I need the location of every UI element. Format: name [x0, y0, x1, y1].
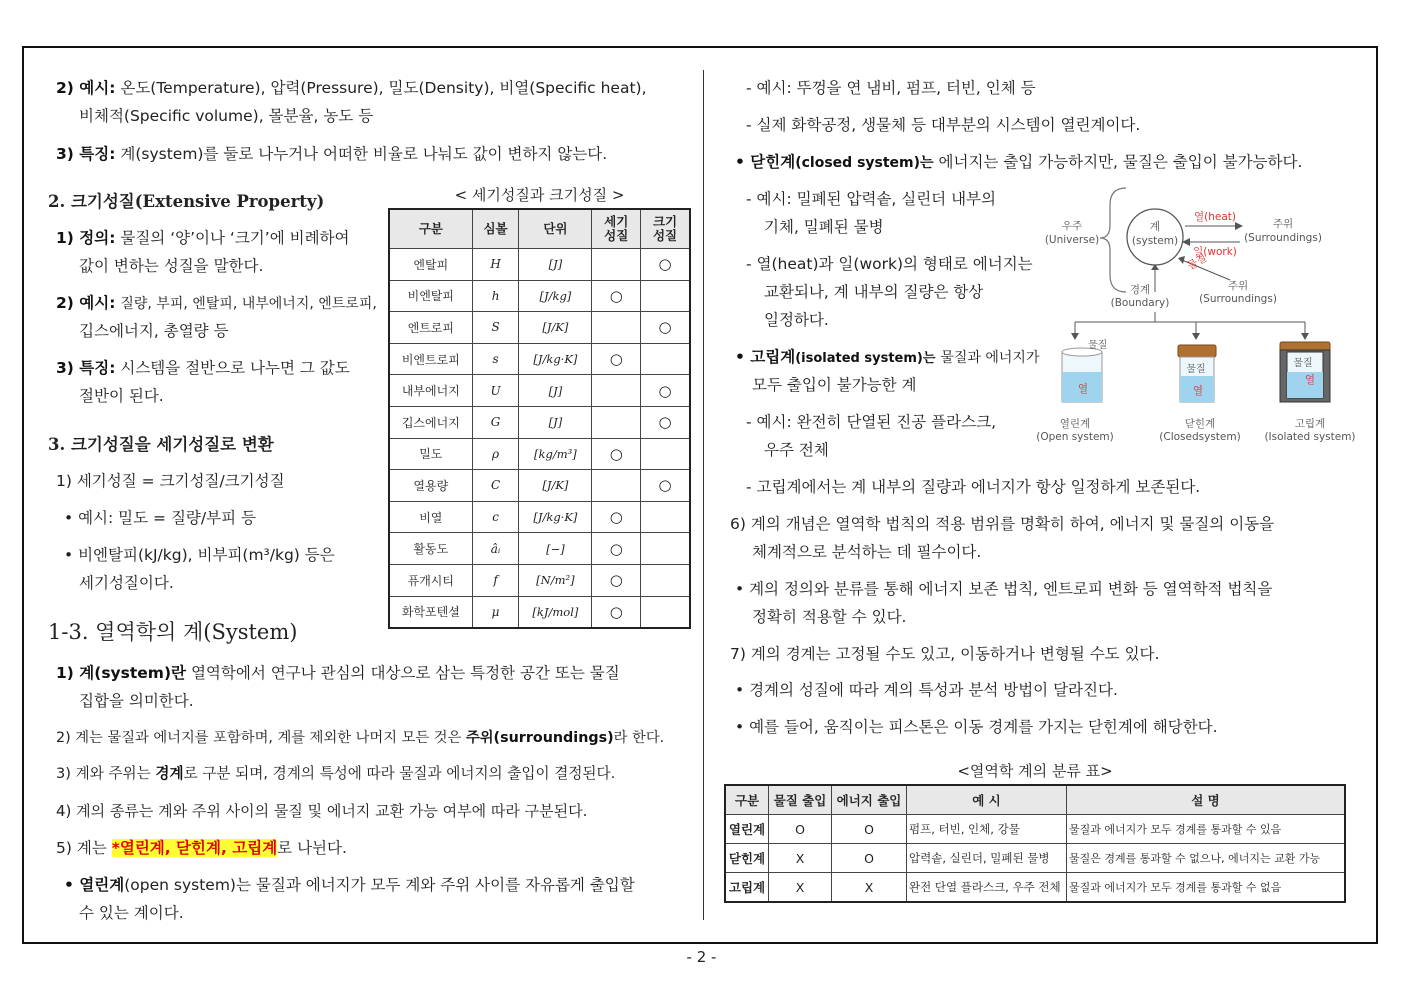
unit: [J]: [519, 406, 592, 438]
heading-conversion: 3. 크기성질을 세기성질로 변환: [48, 435, 274, 454]
system-6: [64, 871, 635, 899]
text: 온도(Temperature), 압력(Pressure), 밀도(Density), 비열(Specific heat),: [120, 79, 647, 97]
extensive-feature: [56, 354, 350, 382]
mark-cell: [641, 438, 690, 470]
keyword: • 닫힌계: [735, 153, 796, 171]
table-row: [389, 280, 690, 312]
surroundings-label: 주위: [1272, 218, 1294, 230]
system-1: [56, 659, 620, 687]
item-7: 7) 계의 경계는 고정될 수도 있고, 이동하거나 변형될 수도 있다.: [730, 645, 1160, 663]
isolated-definition-cont: 모두 출입이 불가능한 계: [752, 376, 917, 394]
table-row: [389, 249, 690, 281]
header-cell: 심볼: [472, 209, 519, 249]
extensive-definition: [56, 224, 350, 252]
isolated-system-jar: [1280, 342, 1330, 402]
mark-cell: ○: [641, 312, 690, 344]
unit: [J/kg]: [519, 280, 592, 312]
mass-label: 물질: [1186, 364, 1206, 375]
closed-note: - 열(heat)과 일(work)의 형태로 에너지는: [746, 255, 1033, 273]
table-row: [389, 533, 690, 565]
heat-label: 열(heat): [1193, 211, 1237, 223]
item-6-bullet: • 계의 정의와 분류를 통해 에너지 보존 법칙, 엔트로피 변화 등 열역학적 법칙을: [735, 580, 1273, 598]
label: 1) 계(system)란: [56, 664, 187, 682]
mark-cell: ○: [641, 470, 690, 502]
extensive-definition-cont: 값이 변하는 성질을 말한다.: [79, 257, 264, 275]
item-6-cont: 체계적으로 분석하는 데 필수이다.: [752, 543, 982, 561]
header-cell: 구분: [389, 209, 472, 249]
extensive-feature-cont: 절반이 된다.: [79, 387, 164, 405]
table-row: [725, 873, 1345, 903]
header-cell: 예 시: [907, 785, 1067, 815]
boundary-label-en: (Boundary): [1110, 297, 1170, 309]
mass-label: 물질: [1185, 252, 1210, 273]
conversion-3-cont: 세기성질이다.: [79, 574, 174, 592]
item-7-bullet-2: • 예를 들어, 움직이는 피스톤은 이동 경계를 가지는 닫힌계에 해당한다.: [735, 718, 1218, 736]
mark-cell: ○: [641, 406, 690, 438]
table-row: [389, 343, 690, 375]
unit: [J/K]: [519, 470, 592, 502]
mark-cell: ○: [592, 501, 641, 533]
heat-label: 열: [1077, 383, 1089, 395]
table-row: [389, 406, 690, 438]
isolated-label-en: (Isolated system): [1264, 431, 1356, 443]
symbol: S: [472, 312, 519, 344]
mark-cell: [641, 343, 690, 375]
isolated-label: 고립계: [1294, 418, 1326, 430]
intensive-example: [56, 74, 647, 102]
header-cell: 세기 성질: [592, 209, 641, 249]
highlight: *열린계, 닫힌계, 고립계: [111, 839, 278, 857]
description: 물질은 경계를 통과할 수 없으나, 에너지는 교환 가능: [1067, 844, 1346, 873]
surroundings-label-en: (Surroundings): [1244, 232, 1322, 244]
table-row: [389, 501, 690, 533]
system-4: 4) 계의 종류는 계와 주위 사이의 물질 및 에너지 교환 가능 여부에 따라 구분된다.: [56, 802, 588, 820]
text: 물질의 ‘양’이나 ‘크기’에 비례하여: [120, 229, 350, 247]
isolated-example: - 예시: 완전히 단열된 진공 플라스크,: [746, 413, 997, 431]
intensive-example-cont: 비체적(Specific volume), 몰분율, 농도 등: [79, 107, 374, 125]
system-type: 열린계: [725, 815, 769, 844]
property-name: 화학포텐셜: [389, 596, 472, 628]
label: 3) 특징:: [56, 359, 116, 377]
open-example: - 예시: 뚜껑을 연 냄비, 펌프, 터빈, 인체 등: [746, 79, 1036, 97]
mark-cell: [592, 312, 641, 344]
mark-cell: ○: [592, 280, 641, 312]
mass-transfer: O: [769, 815, 832, 844]
closed-note-cont: 교환되나, 계 내부의 질량은 항상: [764, 283, 984, 301]
mark-cell: ○: [592, 438, 641, 470]
isolated-definition: [735, 343, 1039, 373]
properties-table: [388, 208, 691, 629]
unit: [J]: [519, 375, 592, 407]
table-header-row: [725, 785, 1345, 815]
system-5: [56, 834, 347, 862]
table-header-row: [389, 209, 690, 249]
mark-cell: ○: [641, 249, 690, 281]
header-cell: 크기 성질: [641, 209, 690, 249]
closed-label-en: (Closedsystem): [1159, 431, 1241, 443]
closed-system-jar: [1178, 345, 1216, 402]
system-classification-table: [724, 784, 1346, 903]
mass-label: 물질: [1293, 358, 1313, 369]
symbol: μ: [472, 596, 519, 628]
mark-cell: ○: [592, 343, 641, 375]
heading-extensive: 2. 크기성질(Extensive Property): [48, 192, 325, 211]
system-type: 고립계: [725, 873, 769, 903]
open-label-en: (Open system): [1036, 431, 1114, 443]
column-divider: [703, 70, 704, 920]
keyword: • 고립계: [735, 348, 796, 366]
mass-transfer: X: [769, 844, 832, 873]
universe-label: 우주: [1061, 220, 1083, 232]
heat-label: 열: [1192, 385, 1204, 397]
unit: [J/kg·K]: [519, 501, 592, 533]
system-label-en: (system): [1131, 235, 1179, 247]
table-row: [725, 844, 1345, 873]
open-system-jar: [1062, 338, 1107, 402]
text: 물질과 에너지가: [940, 350, 1040, 366]
symbol: h: [472, 280, 519, 312]
closed-example-cont: 기체, 밀폐된 물병: [764, 218, 884, 236]
header-cell: 에너지 출입: [832, 785, 907, 815]
table-row: [389, 438, 690, 470]
table-row: [389, 375, 690, 407]
example: 펌프, 터빈, 인체, 강물: [907, 815, 1067, 844]
keyword: • 열린계: [64, 876, 125, 894]
table-row: [389, 312, 690, 344]
isolated-example-cont: 우주 전체: [764, 441, 829, 459]
text: 에너지는 출입 가능하지만, 물질은 출입이 불가능하다.: [938, 153, 1303, 171]
table1-caption: < 세기성질과 크기성질 >: [454, 186, 625, 204]
table-row: [389, 564, 690, 596]
heading-system: 1-3. 열역학의 계(System): [48, 620, 298, 644]
unit: [−]: [519, 533, 592, 565]
system-1-cont: 집합을 의미한다.: [79, 692, 194, 710]
energy-transfer: O: [832, 844, 907, 873]
system-label: 계: [1149, 220, 1161, 233]
header-cell: 물질 출입: [769, 785, 832, 815]
mark-cell: [641, 280, 690, 312]
extensive-example: [56, 289, 377, 318]
mark-cell: ○: [592, 564, 641, 596]
text: 5) 계는: [56, 839, 107, 857]
description: 물질과 에너지가 모두 경계를 통과할 수 없음: [1067, 873, 1346, 903]
table-row: [725, 815, 1345, 844]
mass-transfer: X: [769, 873, 832, 903]
mark-cell: [592, 470, 641, 502]
symbol: C: [472, 470, 519, 502]
mark-cell: [641, 596, 690, 628]
unit: [N/m²]: [519, 564, 592, 596]
keyword: (closed system)는: [795, 155, 934, 171]
symbol: f: [472, 564, 519, 596]
mark-cell: [592, 406, 641, 438]
item-6-bullet-cont: 정확히 적용할 수 있다.: [752, 608, 907, 626]
surroundings-2-label: 주위: [1227, 280, 1249, 292]
text: 계(system)를 둘로 나누거나 어떠한 비율로 나눠도 값이 변하지 않는다.: [120, 145, 608, 163]
system-diagram: [1030, 180, 1365, 450]
unit: [J]: [519, 249, 592, 281]
mark-cell: [641, 501, 690, 533]
table2-caption: <열역학 계의 분류 표>: [957, 762, 1113, 780]
text: 시스템을 절반으로 나누면 그 값도: [120, 359, 350, 377]
mark-cell: [641, 533, 690, 565]
conversion-3: • 비엔탈피(kJ/kg), 비부피(m³/kg) 등은: [64, 546, 335, 564]
energy-transfer: X: [832, 873, 907, 903]
item-7-bullet-1: • 경계의 성질에 따라 계의 특성과 분석 방법이 달라진다.: [735, 681, 1118, 699]
closed-note-cont2: 일정하다.: [764, 311, 829, 329]
table-row: [389, 596, 690, 628]
property-name: 내부에너지: [389, 375, 472, 407]
property-name: 퓨개시티: [389, 564, 472, 596]
text: 질량, 부피, 엔탈피, 내부에너지, 엔트로피,: [120, 296, 377, 312]
symbol: c: [472, 501, 519, 533]
property-name: 비엔트로피: [389, 343, 472, 375]
symbol: U: [472, 375, 519, 407]
item-6: 6) 계의 개념은 열역학 법칙의 적용 범위를 명확히 하여, 에너지 및 물질의 이동을: [730, 515, 1275, 533]
surroundings-2-label-en: (Surroundings): [1199, 293, 1277, 305]
property-name: 활동도: [389, 533, 472, 565]
property-name: 밀도: [389, 438, 472, 470]
description: 물질과 에너지가 모두 경계를 통과할 수 있음: [1067, 815, 1346, 844]
text: 로 나뉜다.: [277, 839, 347, 857]
mark-cell: [592, 249, 641, 281]
system-3: [56, 760, 615, 788]
header-cell: 단위: [519, 209, 592, 249]
system-6-cont: 수 있는 계이다.: [79, 904, 184, 922]
unit: [kg/m³]: [519, 438, 592, 470]
label: 2) 예시:: [56, 294, 116, 312]
label: 3) 특징:: [56, 145, 116, 163]
closed-label: 닫힌계: [1184, 418, 1216, 430]
symbol: G: [472, 406, 519, 438]
open-label: 열린계: [1059, 418, 1091, 430]
conversion-2: • 예시: 밀도 = 질량/부피 등: [64, 509, 256, 527]
text: 3) 계와 주위는: [56, 765, 151, 782]
text: 열역학에서 연구나 관심의 대상으로 삼는 특정한 공간 또는 물질: [190, 664, 620, 682]
text: (open system)는 물질과 에너지가 모두 계와 주위 사이를 자유롭게 출입할: [124, 876, 635, 894]
system-type: 닫힌계: [725, 844, 769, 873]
unit: [J/K]: [519, 312, 592, 344]
property-name: 열용량: [389, 470, 472, 502]
keyword: 경계: [155, 765, 184, 782]
header-cell: 설 명: [1067, 785, 1346, 815]
system-2: [56, 724, 664, 752]
keyword: (isolated system)는: [795, 351, 936, 366]
mark-cell: [641, 564, 690, 596]
boundary-label: 경계: [1129, 284, 1151, 296]
unit: [kJ/mol]: [519, 596, 592, 628]
extensive-example-cont: 깁스에너지, 총열량 등: [79, 322, 229, 340]
property-name: 비열: [389, 501, 472, 533]
universe-label-en: (Universe): [1044, 234, 1100, 246]
property-name: 비엔탈피: [389, 280, 472, 312]
closed-example: - 예시: 밀폐된 압력솥, 실린더 내부의: [746, 190, 997, 208]
table-row: [389, 470, 690, 502]
keyword: 주위(surroundings): [465, 730, 614, 746]
mark-cell: [592, 375, 641, 407]
text: 2) 계는 물질과 에너지를 포함하며, 계를 제외한 나머지 모든 것은: [56, 730, 462, 746]
symbol: ρ: [472, 438, 519, 470]
label: 1) 정의:: [56, 229, 116, 247]
intensive-feature: [56, 140, 607, 168]
page-number: - 2 -: [686, 948, 717, 966]
label: 2) 예시:: [56, 79, 116, 97]
mark-cell: ○: [592, 533, 641, 565]
mark-cell: ○: [641, 375, 690, 407]
conversion-1: 1) 세기성질 = 크기성질/크기성질: [56, 472, 285, 490]
symbol: s: [472, 343, 519, 375]
mass-label: 물질: [1088, 340, 1108, 351]
work-label: 일(work): [1193, 246, 1237, 258]
heat-label: 열: [1304, 374, 1316, 386]
header-cell: 구분: [725, 785, 769, 815]
text: 로 구분 되며, 경계의 특성에 따라 물질과 에너지의 출입이 결정된다.: [183, 765, 616, 782]
example: 완전 단열 플라스크, 우주 전체: [907, 873, 1067, 903]
symbol: H: [472, 249, 519, 281]
unit: [J/kg·K]: [519, 343, 592, 375]
mark-cell: ○: [592, 596, 641, 628]
symbol: âᵢ: [472, 533, 519, 565]
example: 압력솥, 실린더, 밀폐된 물병: [907, 844, 1067, 873]
open-note: - 실제 화학공정, 생물체 등 대부분의 시스템이 열린계이다.: [746, 116, 1141, 134]
property-name: 엔탈피: [389, 249, 472, 281]
property-name: 엔트로피: [389, 312, 472, 344]
property-name: 깁스에너지: [389, 406, 472, 438]
closed-definition: [735, 148, 1302, 177]
isolated-note: - 고립계에서는 계 내부의 질량과 에너지가 항상 일정하게 보존된다.: [746, 478, 1201, 496]
energy-transfer: O: [832, 815, 907, 844]
text: 라 한다.: [613, 730, 665, 746]
